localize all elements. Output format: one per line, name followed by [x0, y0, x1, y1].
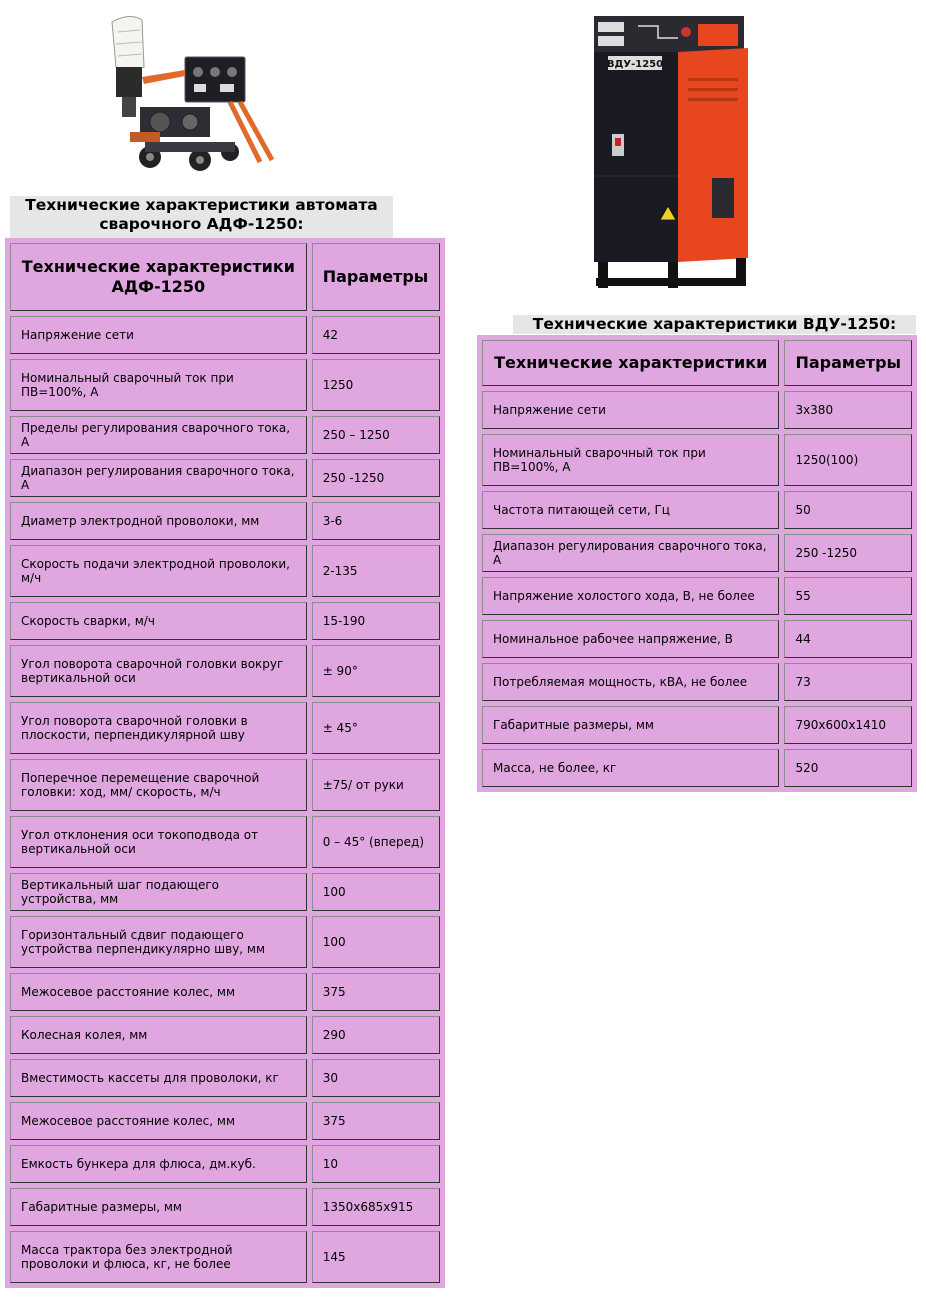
table-row [10, 416, 440, 454]
row-value: 100 [312, 873, 440, 911]
table-row [10, 602, 440, 640]
table-row [10, 1016, 440, 1054]
table-row [10, 759, 440, 811]
row-label: Напряжение сети [10, 316, 307, 354]
row-label: Вместимость кассеты для проволоки, кг [10, 1059, 307, 1097]
table-row [482, 491, 912, 529]
row-value: 1350x685x915 [312, 1188, 440, 1226]
row-value: 55 [784, 577, 912, 615]
row-value: 250 -1250 [312, 459, 440, 497]
row-label: Вертикальный шаг подающего устройства, мм [10, 873, 307, 911]
table-row [10, 873, 440, 911]
row-value: 790x600x1410 [784, 706, 912, 744]
row-label: Напряжение сети [482, 391, 779, 429]
row-value: 520 [784, 749, 912, 787]
vdu-spec-table [477, 335, 917, 792]
table-row [10, 973, 440, 1011]
row-value: 375 [312, 1102, 440, 1140]
table-row [10, 316, 440, 354]
header-characteristics: Технические характеристики [482, 340, 779, 386]
row-label: Номинальное рабочее напряжение, В [482, 620, 779, 658]
table-row [10, 816, 440, 868]
vdu-1250-photo [588, 8, 756, 298]
row-label: Пределы регулирования сварочного тока, А [10, 416, 307, 454]
table-row [482, 434, 912, 486]
adf-caption: Технические характеристики автомата сварочного АДФ-1250: [10, 196, 393, 238]
row-label: Угол отклонения оси токоподвода от вертикальной оси [10, 816, 307, 868]
row-value: 2-135 [312, 545, 440, 597]
adf-spec-table [5, 238, 445, 1288]
row-label: Напряжение холостого хода, В, не более [482, 577, 779, 615]
row-value: 250 – 1250 [312, 416, 440, 454]
table-row [482, 391, 912, 429]
table-row [10, 1145, 440, 1183]
table-header-row [10, 243, 440, 311]
row-value: 30 [312, 1059, 440, 1097]
row-label: Скорость подачи электродной проволоки, м/ч [10, 545, 307, 597]
row-label: Номинальный сварочный ток при ПВ=100%, А [10, 359, 307, 411]
vdu-caption: Технические характеристики ВДУ-1250: [513, 315, 916, 334]
row-value: 10 [312, 1145, 440, 1183]
row-label: Скорость сварки, м/ч [10, 602, 307, 640]
row-label: Диапазон регулирования сварочного тока, А [482, 534, 779, 572]
adf-1250-photo [100, 12, 285, 177]
header-parameters: Параметры [312, 243, 440, 311]
header-characteristics: Технические характеристики АДФ-1250 [10, 243, 307, 311]
row-value: 290 [312, 1016, 440, 1054]
row-value: 100 [312, 916, 440, 968]
row-label: Угол поворота сварочной головки в плоскости, перпендикулярной шву [10, 702, 307, 754]
table-row [10, 1188, 440, 1226]
row-value: ± 90° [312, 645, 440, 697]
row-value: 145 [312, 1231, 440, 1283]
row-label: Межосевое расстояние колес, мм [10, 1102, 307, 1140]
table-row [10, 1231, 440, 1283]
row-value: 15-190 [312, 602, 440, 640]
row-value: 250 -1250 [784, 534, 912, 572]
table-row [482, 663, 912, 701]
table-row [10, 702, 440, 754]
row-value: 0 – 45° (вперед) [312, 816, 440, 868]
row-value: 1250(100) [784, 434, 912, 486]
row-label: Номинальный сварочный ток при ПВ=100%, А [482, 434, 779, 486]
table-row [10, 545, 440, 597]
row-label: Частота питающей сети, Гц [482, 491, 779, 529]
row-value: 44 [784, 620, 912, 658]
table-row [10, 359, 440, 411]
table-row [482, 706, 912, 744]
row-label: Масса трактора без электродной проволоки и флюса, кг, не более [10, 1231, 307, 1283]
row-label: Колесная колея, мм [10, 1016, 307, 1054]
row-value: ± 45° [312, 702, 440, 754]
row-label: Потребляемая мощность, кВА, не более [482, 663, 779, 701]
row-value: 1250 [312, 359, 440, 411]
row-label: Диаметр электродной проволоки, мм [10, 502, 307, 540]
vdu-panel-label: ВДУ-1250 [606, 59, 664, 70]
row-label: Масса, не более, кг [482, 749, 779, 787]
row-value: 42 [312, 316, 440, 354]
table-row [10, 1059, 440, 1097]
row-label: Угол поворота сварочной головки вокруг вертикальной оси [10, 645, 307, 697]
row-label: Горизонтальный сдвиг подающего устройства перпендикулярно шву, мм [10, 916, 307, 968]
table-row [482, 749, 912, 787]
table-row [10, 502, 440, 540]
row-value: 375 [312, 973, 440, 1011]
table-row [10, 459, 440, 497]
row-value: 73 [784, 663, 912, 701]
row-label: Диапазон регулирования сварочного тока, А [10, 459, 307, 497]
row-value: ±75/ от руки [312, 759, 440, 811]
row-value: 50 [784, 491, 912, 529]
table-row [482, 534, 912, 572]
row-label: Поперечное перемещение сварочной головки: ход, мм/ скорость, м/ч [10, 759, 307, 811]
table-row [10, 916, 440, 968]
table-row [10, 645, 440, 697]
table-header-row [482, 340, 912, 386]
row-value: 3x380 [784, 391, 912, 429]
row-label: Емкость бункера для флюса, дм.куб. [10, 1145, 307, 1183]
table-row [482, 577, 912, 615]
table-row [482, 620, 912, 658]
row-value: 3-6 [312, 502, 440, 540]
header-parameters: Параметры [784, 340, 912, 386]
table-row [10, 1102, 440, 1140]
row-label: Габаритные размеры, мм [482, 706, 779, 744]
row-label: Межосевое расстояние колес, мм [10, 973, 307, 1011]
row-label: Габаритные размеры, мм [10, 1188, 307, 1226]
